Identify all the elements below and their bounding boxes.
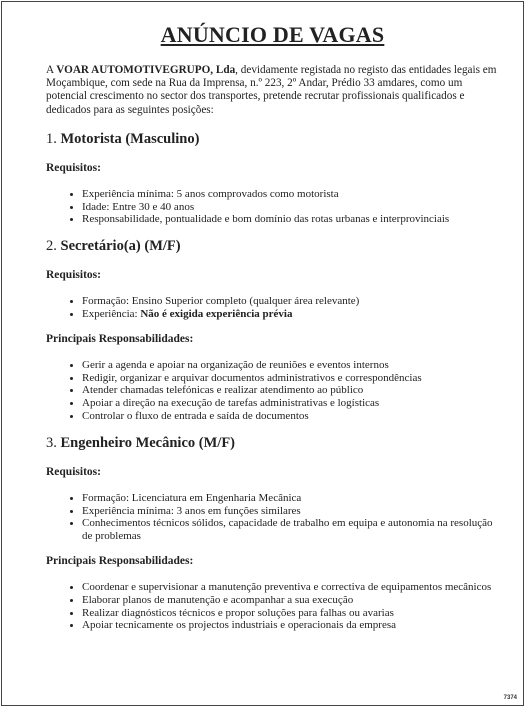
list-item: • Controlar o fluxo de entrada e saída de documentos [82,410,499,423]
section-1-heading [46,131,499,148]
section-1-requirements-list [46,188,499,226]
list-item: • Atender chamadas telefónicas e realizar atendimento ao público [82,384,499,397]
list-item: • Realizar diagnósticos técnicos e propor soluções para falhas ou avarias [82,607,499,620]
section-2-heading [46,238,499,255]
list-item: • Experiência mínima: 3 anos em funções similares [82,505,499,518]
list-item: • Apoiar tecnicamente os projectos industriais e operacionais da empresa [82,619,499,632]
section-1-number: 1. [46,130,57,147]
section-3-heading [46,435,499,452]
list-item: • Idade: Entre 30 e 40 anos [82,201,499,214]
company-name: VOAR AUTOMOTIVEGRUPO, Lda [56,64,236,76]
section-3-number: 3. [46,434,57,451]
section-2-responsibilities-list [46,359,499,423]
section-2-responsibilities-label: Principais Responsabilidades: [46,332,194,345]
section-3-title: Engenheiro Mecânico (M/F) [60,434,236,451]
list-item: • Formação: Licenciatura em Engenharia Mecânica [82,492,499,505]
list-item: • Gerir a agenda e apoiar na organização de reuniões e eventos internos [82,359,499,372]
list-item: • Responsabilidade, pontualidade e bom domínio das rotas urbanas e interprovinciais [82,213,499,226]
list-item: • Experiência mínima: 5 anos comprovados como motorista [82,188,499,201]
section-2-requirements-label: Requisitos: [46,269,101,282]
section-3-responsibilities-label: Principais Responsabilidades: [46,554,194,567]
section-2-number: 2. [46,238,57,255]
section-2-requirements-list [46,295,499,321]
experience-prefix: Experiência: [82,308,141,320]
section-2-title: Secretário(a) (M/F) [60,238,181,255]
list-item: • Conhecimentos técnicos sólidos, capacidade de trabalho em equipa e autonomia na resolução de problemas [82,517,499,543]
list-item: • Coordenar e supervisionar a manutenção preventiva e correctiva de equipamentos mecânicos [82,581,499,594]
list-item: • Elaborar planos de manutenção e acompanhar a sua execução [82,594,499,607]
section-3-responsibilities-list [46,581,499,632]
job-announcement-page [1,1,524,706]
list-item: • Formação: Ensino Superior completo (qualquer área relevante) [82,295,499,308]
page-title: ANÚNCIO DE VAGAS [160,22,385,47]
section-3-requirements-label: Requisitos: [46,465,101,478]
intro-paragraph [46,64,499,117]
page-stamp: 7374 [503,695,517,701]
list-item [82,308,499,321]
section-1-title: Motorista (Masculino) [60,130,200,147]
intro-text: , devidamente registada no registo das entidades legais em Moçambique, com sede na Rua da Imprensa, n.º 223, 2º Andar, Prédio 33 amdares, como um potencial crescimento no sector dos transportes, pretende recrutar profissionais qualificados e dedicados para as seguintes posições: [46,64,497,116]
experience-note: Não é exigida experiência prévia [140,308,293,320]
section-1-requirements-label: Requisitos: [46,161,101,174]
section-3-requirements-list [46,492,499,543]
list-item: • Apoiar a direção na execução de tarefas administrativas e logísticas [82,397,499,410]
intro-prefix: A [46,64,57,76]
list-item: • Redigir, organizar e arquivar documentos administrativos e correspondências [82,372,499,385]
